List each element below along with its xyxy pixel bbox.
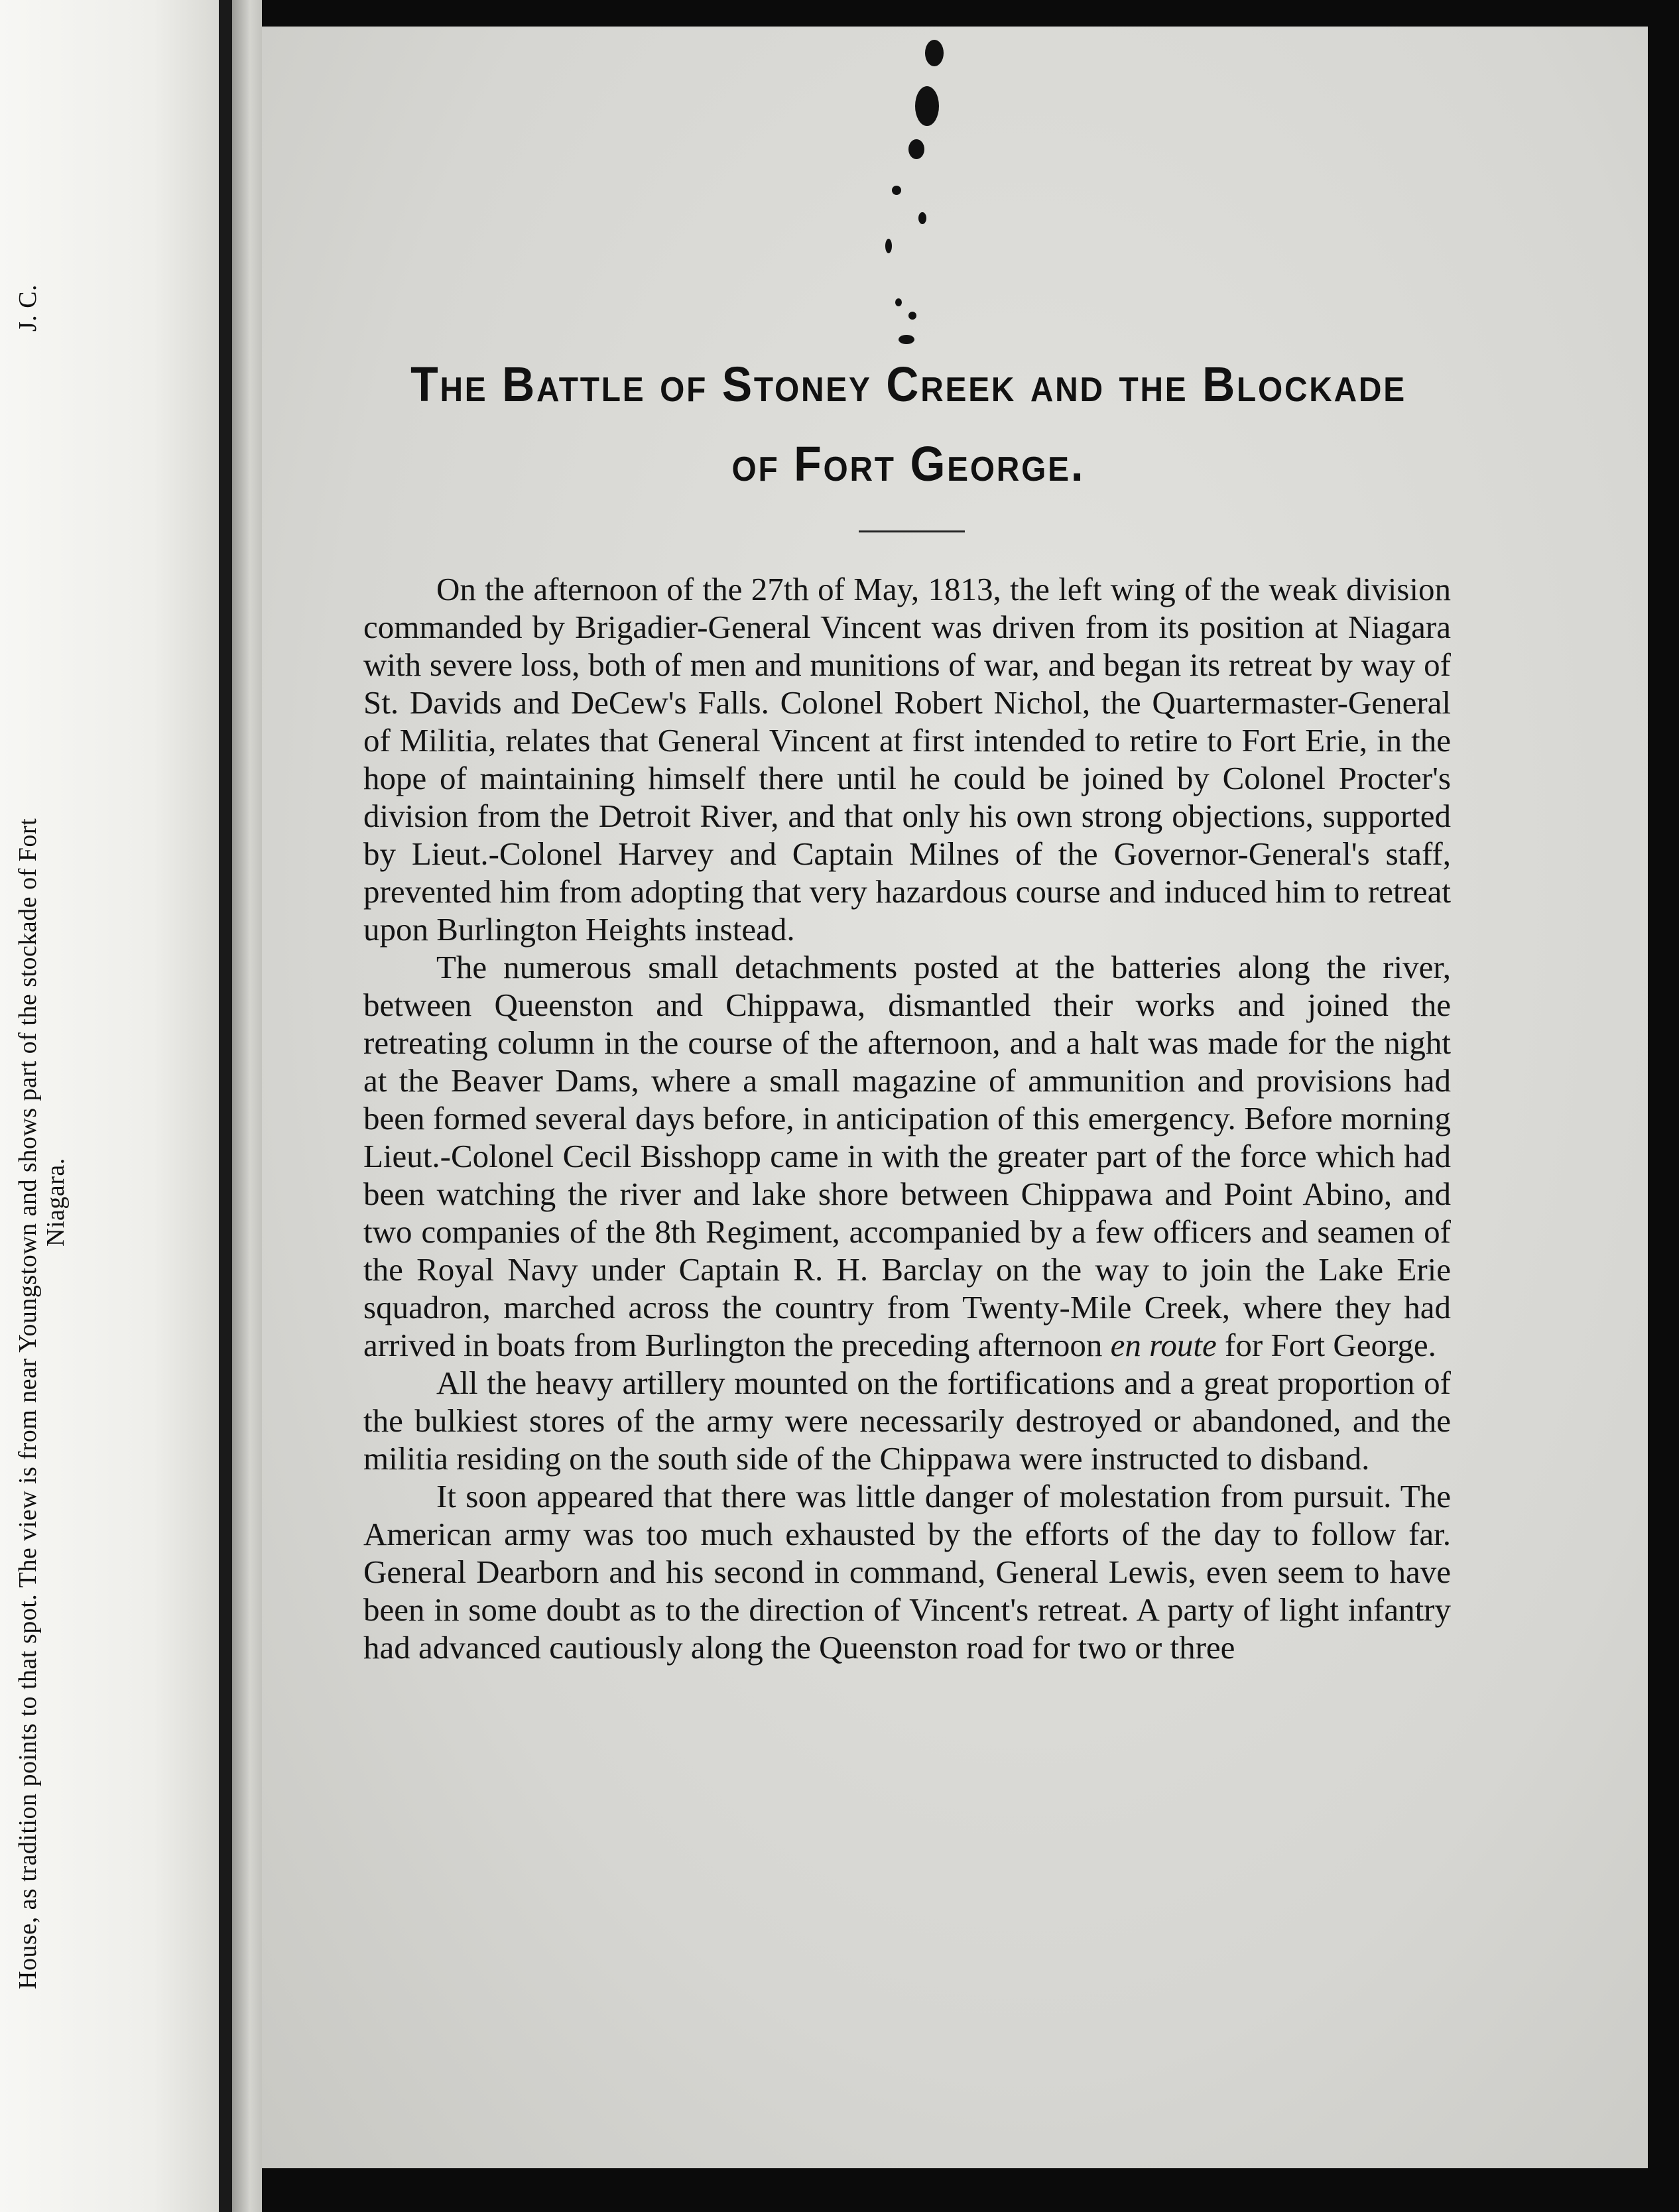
ink-speck [895,298,902,306]
paragraph: All the heavy artillery mounted on the fortifications and a great proportion of the bulkiest stores of the army were necessarily destroyed or abandoned, and the militia residing on the south side of the Chippawa were instructed to disband. [363,1365,1451,1477]
ink-speck [915,86,939,126]
ink-speck [908,312,916,320]
ink-speck [918,212,926,224]
vertical-caption-line-2: Niagara. [42,1158,70,1247]
binding-strip [232,0,262,2212]
paragraph [363,948,1451,1364]
paragraph-text: The numerous small detachments posted at the batteries along the river, between Queenston and Chippawa, dismantled their works and joined the retreating column in the course of the afternoon, and a halt was made for the night at the Beaver Dams, where a small magazine of ammunition and provisions had been formed several days before, in anticipation of this emergency. Before morning Lieut.-Colonel Cecil Bisshopp came in with the greater part of the force which had been watching the river and lake shore between Chippawa and Point Abino, and two companies of the 8th Regiment, accompanied by a few officers and seamen of the Royal Navy under Captain R. H. Barclay on the way to join the Lake Erie squadron, marched across the country from Twenty-Mile Creek, where they had arrived in boats from Burlington the preceding afternoon [363,949,1451,1363]
paragraph: It soon appeared that there was little danger of molestation from pursuit. The American army was too much exhausted by the efforts of the day to follow far. General Dearborn and his second in command, General Lewis, even seem to have been in some doubt as to the direction of Vincent's retreat. A party of light infantry had advanced cautiously along the Queenston road for two or three [363,1478,1451,1666]
paragraph-text-end: for Fort George. [1225,1327,1436,1363]
ink-speck [885,239,892,253]
ink-speck [892,186,901,195]
book-gutter [219,0,232,2212]
facing-page-leaf [0,0,219,2212]
article-body [363,570,1451,1666]
italic-phrase: en route [1110,1327,1217,1363]
ink-speck [925,40,944,66]
paragraph: On the afternoon of the 27th of May, 1813, the left wing of the weak division commanded by Brigadier-General Vincent was driven from its position at Niagara with severe loss, both of men and munitions of war, and began its retreat by way of St. Davids and DeCew's Falls. Colonel Robert Nichol, the Quartermaster-General of Militia, relates that General Vincent at first intended to retire to Fort Erie, in the hope of maintaining himself there until he could be joined by Colonel Procter's division from the Detroit River, and that only his own strong objections, supported by Lieut.-Colonel Harvey and Captain Milnes of the Governor-General's staff, prevented him from adopting that very hazardous course and induced him to retreat upon Burlington Heights instead. [363,571,1451,948]
ink-speck [899,335,914,344]
ink-speck [908,139,924,159]
article-title: The Battle of Stoney Creek and the Blockade of Fort George. [410,357,1406,491]
vertical-caption-line-1: House, as tradition points to that spot. The view is from near Youngstown and shows part of the stockade of Fort [14,818,42,1989]
vertical-caption-initials: J. C. [14,284,42,332]
title-divider [859,530,965,532]
